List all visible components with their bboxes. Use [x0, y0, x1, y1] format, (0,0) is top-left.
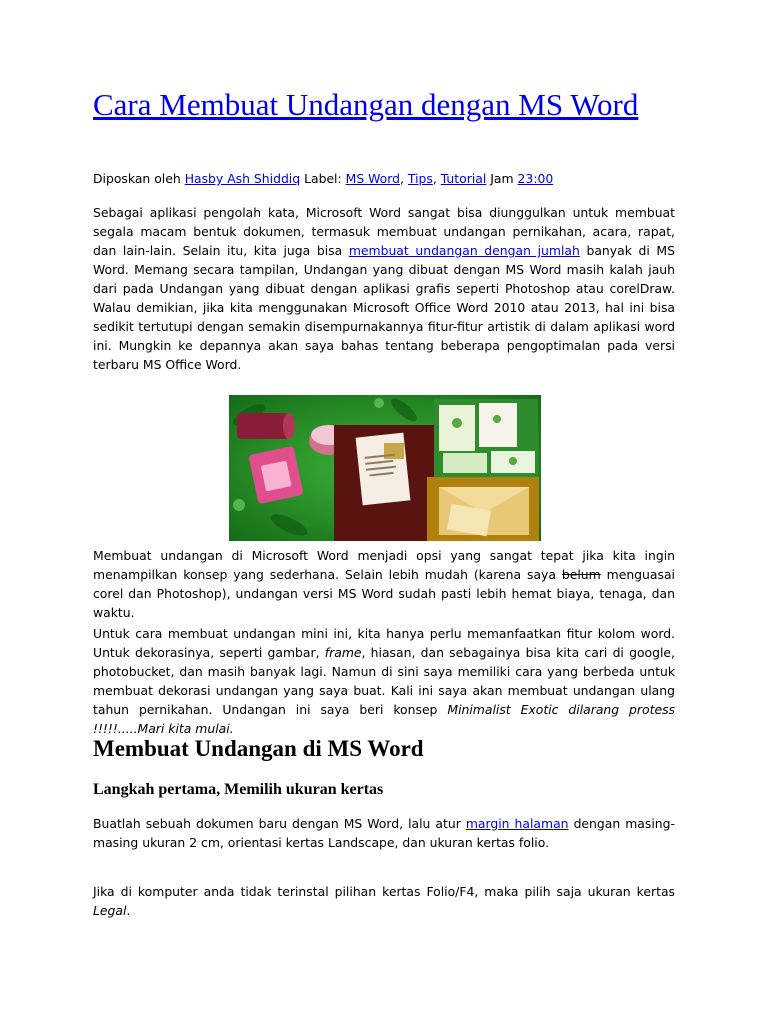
article-title-link[interactable]: Cara Membuat Undangan dengan MS Word [93, 87, 639, 122]
paragraph-intro [93, 203, 675, 374]
paragraph-text: Membuat undangan di Microsoft Word menjadi opsi yang sangat tepat jika kita ingin menampilkan konsep yang sederhana. Selain lebih mudah (karena saya [93, 548, 675, 582]
strikethrough-text: belum [561, 567, 601, 582]
paragraph-text: banyak di MS Word. Memang secara tampilan, Undangan yang dibuat dengan MS Word masih kalah jauh dari pada Undangan yang dibuat dengan aplikasi grafis seperti Photoshop atau corelDraw. Walau demikian, jika kita menggunakan Microsoft Office Word 2010 atau 2013, hal ini bisa sedikit tertutupi dengan semakin disempurnakannya fitur-fitur artistik di dalam aplikasi word ini. Mungkin ke depannya akan saya bahas tentang beberapa pengoptimalan pada versi terbaru MS Office Word. [93, 243, 675, 372]
posted-by-label: Diposkan oleh [93, 171, 181, 186]
paragraph-text: Untuk cara membuat undangan mini ini, kita hanya perlu memanfaatkan fitur kolom word. Untuk dekorasinya, seperti gambar, [93, 626, 675, 660]
label-link-tutorial[interactable]: Tutorial [440, 171, 487, 186]
paragraph-text: Buatlah sebuah dokumen baru dengan MS Word, lalu atur [93, 816, 461, 831]
paragraph-text: dengan masing-masing ukuran 2 cm, orientasi kertas Landscape, dan ukuran kertas folio. [93, 816, 675, 850]
paragraph-paper-size [93, 882, 675, 920]
step-heading: Langkah pertama, Memilih ukuran kertas [93, 781, 384, 798]
time-link[interactable]: 23:00 [517, 171, 554, 186]
italic-text: Legal [93, 903, 127, 918]
paragraph-text: Sebagai aplikasi pengolah kata, Microsoft Word sangat bisa diunggulkan untuk membuat segala macam bentuk dokumen, termasuk membuat undangan pernikahan, acara, rapat, dan lain-lain. Selain itu, kita juga bisa [93, 205, 675, 258]
author-link[interactable]: Hasby Ash Shiddiq [184, 171, 301, 186]
label-link-ms-word[interactable]: MS Word [345, 171, 400, 186]
paragraph-text: . [126, 903, 131, 918]
paragraph-simple-concept [93, 546, 675, 622]
label-prefix: Label: [304, 171, 342, 186]
invitation-collage-image [229, 395, 541, 541]
paragraph-step-one [93, 814, 675, 852]
paragraph-method [93, 624, 675, 738]
label-separator: , [432, 171, 437, 186]
label-link-tips[interactable]: Tips [407, 171, 433, 186]
section-heading: Membuat Undangan di MS Word [93, 736, 424, 761]
italic-text: Minimalist Exotic dilarang protess !!!!!.....Mari kita mulai. [93, 702, 675, 736]
italic-text: frame [324, 645, 362, 660]
post-meta [93, 170, 675, 188]
time-prefix: Jam [490, 171, 514, 186]
article-title [93, 86, 675, 123]
paragraph-text: Jika di komputer anda tidak terinstal pilihan kertas Folio/F4, maka pilih saja ukuran kertas [93, 884, 675, 899]
paragraph-text: menguasai corel dan Photoshop), undangan versi MS Word sudah pasti lebih hemat biaya, tenaga, dan waktu. [93, 567, 675, 620]
label-separator: , [399, 171, 404, 186]
inline-link-margin-halaman[interactable]: margin halaman [465, 816, 569, 831]
paragraph-text: , hiasan, dan sebagainya bisa kita cari di google, photobucket, dan masih banyak lagi. Namun di sini saya memiliki cara yang berbeda untuk membuat dekorasi undangan yang saya buat. Kali ini saya akan membuat undangan ulang tahun pernikahan. Undangan ini saya beri konsep [93, 645, 675, 717]
inline-link-undangan-jumlah[interactable]: membuat undangan dengan jumlah [348, 243, 580, 258]
